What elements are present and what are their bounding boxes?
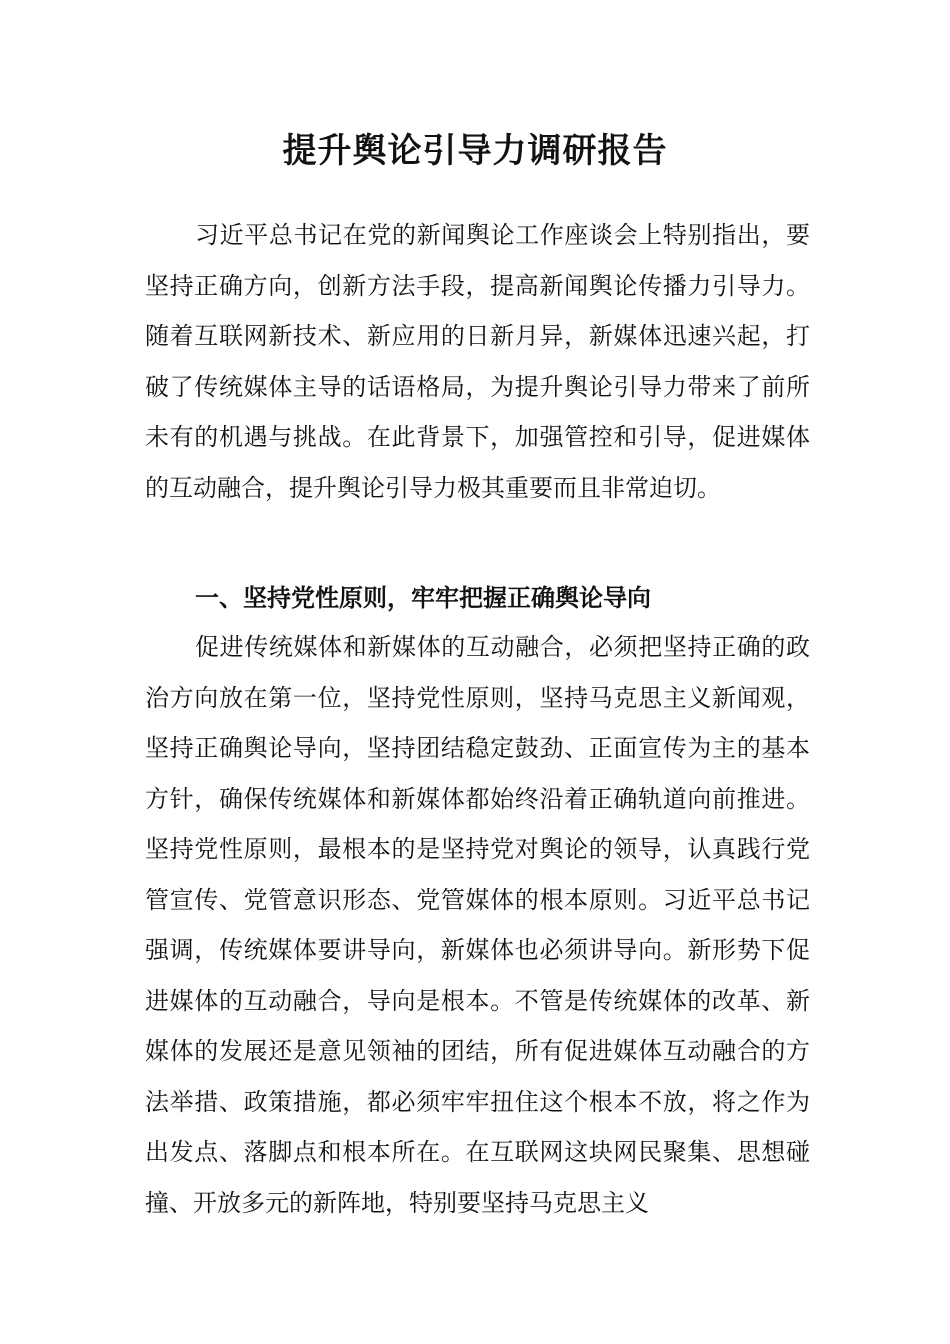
- intro-paragraph: 习近平总书记在党的新闻舆论工作座谈会上特别指出，要坚持正确方向，创新方法手段，提高新闻舆论传播力引导力。随着互联网新技术、新应用的日新月异，新媒体迅速兴起，打破了传统媒体主导的话语格局，为提升舆论引导力带来了前所未有的机遇与挑战。在此背景下，加强管控和引导，促进媒体的互动融合，提升舆论引导力极其重要而且非常迫切。: [145, 221, 810, 502]
- section-body-paragraph: 促进传统媒体和新媒体的互动融合，必须把坚持正确的政治方向放在第一位，坚持党性原则，坚持马克思主义新闻观，坚持正确舆论导向，坚持团结稳定鼓劲、正面宣传为主的基本方针，确保传统媒体和新媒体都始终沿着正确轨道向前推进。坚持党性原则，最根本的是坚持党对舆论的领导，认真践行党管宣传、党管意识形态、党管媒体的根本原则。习近平总书记强调，传统媒体要讲导向，新媒体也必须讲导向。新形势下促进媒体的互动融合，导向是根本。不管是传统媒体的改革、新媒体的发展还是意见领袖的团结，所有促进媒体互动融合的方法举措、政策措施，都必须牢牢扭住这个根本不放，将之作为出发点、落脚点和根本所在。在互联网这块网民聚集、思想碰撞、开放多元的新阵地，特别要坚持马克思主义: [145, 633, 810, 1217]
- document-title: 提升舆论引导力调研报告: [282, 131, 668, 171]
- section-heading: 一、坚持党性原则，牢牢把握正确舆论导向: [195, 584, 651, 612]
